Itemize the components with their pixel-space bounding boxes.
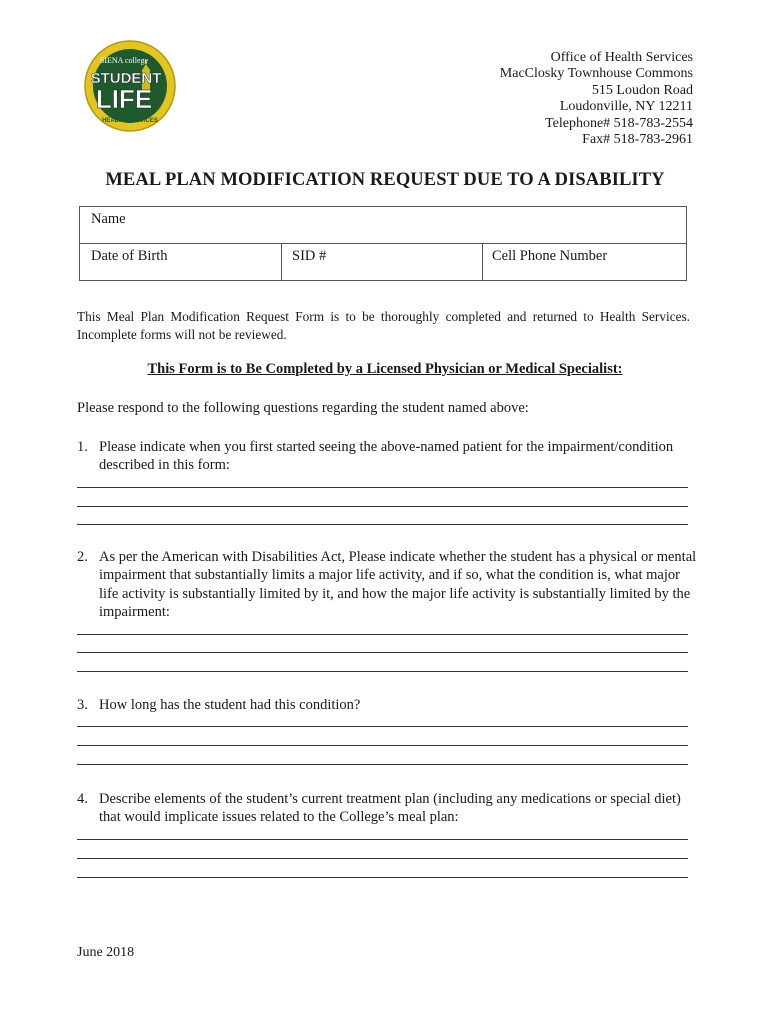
intro-paragraph: This Meal Plan Modification Request Form is to be thoroughly completed and returned to Health Services. Incomplete forms will not be reviewed. <box>77 309 690 342</box>
student-info-row <box>80 244 686 280</box>
physician-instruction-heading: This Form is to Be Completed by a Licensed Physician or Medical Specialist: <box>147 361 623 377</box>
answer-line[interactable] <box>77 877 688 878</box>
answer-line[interactable] <box>77 745 688 746</box>
answer-line[interactable] <box>77 652 688 653</box>
question-number: 2. <box>77 549 88 565</box>
question-3 <box>77 696 697 714</box>
svg-text:HEALTH SERVICES: HEALTH SERVICES <box>102 118 158 124</box>
address-line: MacClosky Townhouse Commons <box>499 66 693 82</box>
svg-text:SIENA college: SIENA college <box>99 56 149 65</box>
answer-line[interactable] <box>77 726 688 727</box>
form-title: MEAL PLAN MODIFICATION REQUEST DUE TO A DISABILITY <box>105 170 665 190</box>
answer-line[interactable] <box>77 671 688 672</box>
fax-line: Fax# 518-783-2961 <box>582 132 693 148</box>
question-text: Please indicate when you first started seeing the above-named patient for the impairment/condition described in this form: <box>99 439 674 474</box>
question-number: 1. <box>77 439 88 455</box>
name-label: Name <box>91 211 126 227</box>
questions-prompt: Please respond to the following questions regarding the student named above: <box>77 400 529 416</box>
question-4 <box>77 790 697 827</box>
answer-line[interactable] <box>77 858 688 859</box>
answer-line[interactable] <box>77 487 688 488</box>
address-line: Loudonville, NY 12211 <box>559 99 693 115</box>
question-1 <box>77 438 697 475</box>
name-field[interactable] <box>80 207 686 244</box>
answer-line[interactable] <box>77 839 688 840</box>
date-of-birth-label: Date of Birth <box>91 248 168 264</box>
office-address-block <box>500 50 693 148</box>
answer-line[interactable] <box>77 764 688 765</box>
cell-phone-field[interactable] <box>483 244 686 280</box>
answer-line[interactable] <box>77 634 688 635</box>
answer-line[interactable] <box>77 506 688 507</box>
svg-text:STUDENT: STUDENT <box>90 70 162 87</box>
date-of-birth-field[interactable] <box>80 244 280 280</box>
address-line: Office of Health Services <box>550 50 693 65</box>
student-info-table <box>79 206 687 281</box>
question-text: How long has the student had this condition? <box>99 697 361 713</box>
question-number: 4. <box>77 791 88 807</box>
sid-field[interactable] <box>282 244 482 280</box>
telephone-line: Telephone# 518-783-2554 <box>545 115 693 131</box>
question-text: As per the American with Disabilities Act, Please indicate whether the student has a physical or mental impairment that substantially limits a major life activity, and if so, what the condition is, what major life activity is substantially limited by it, and how the major life activity is substantially limited by the impairment: <box>99 549 697 620</box>
answer-line[interactable] <box>77 524 688 525</box>
question-number: 3. <box>77 697 88 713</box>
cell-phone-label: Cell Phone Number <box>492 248 608 264</box>
student-life-health-services-logo <box>82 40 182 132</box>
revision-date: June 2018 <box>77 945 135 960</box>
question-text: Describe elements of the student’s current treatment plan (including any medications or special diet) that would implicate issues related to the College’s meal plan: <box>99 791 681 826</box>
address-line: 515 Loudon Road <box>591 82 693 98</box>
sid-label: SID # <box>292 248 327 264</box>
svg-text:LIFE: LIFE <box>95 84 153 114</box>
question-2 <box>77 548 697 621</box>
